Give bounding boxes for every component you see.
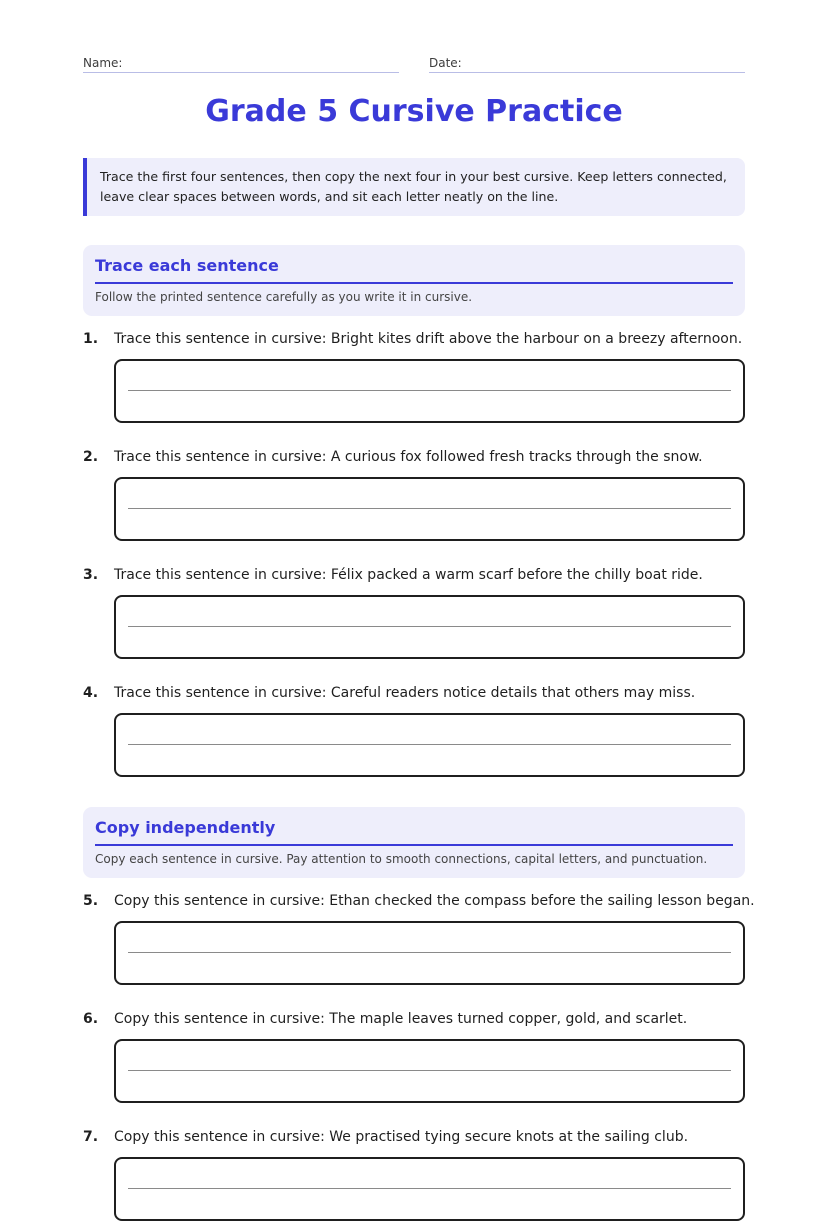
item-number: 6. (83, 1011, 99, 1027)
date-field[interactable] (429, 52, 745, 73)
writing-box[interactable] (114, 595, 745, 659)
item-number: 2. (83, 449, 99, 465)
header-fields (83, 52, 745, 73)
writing-box[interactable] (114, 1039, 745, 1103)
section-title: Trace each sentence (95, 256, 279, 275)
item-number: 1. (83, 331, 99, 347)
item-prompt: Trace this sentence in cursive: Félix packed a warm scarf before the chilly boat ride. (114, 567, 703, 583)
item-prompt: Trace this sentence in cursive: Bright kites drift above the harbour on a breezy afternoon. (114, 331, 743, 347)
guide-line (128, 1070, 731, 1071)
date-label: Date: (429, 56, 462, 70)
section-divider (95, 282, 733, 284)
section-copy-header (83, 807, 745, 878)
item-prompt: Copy this sentence in cursive: Ethan checked the compass before the sailing lesson began. (114, 893, 755, 909)
writing-box[interactable] (114, 359, 745, 423)
guide-line (128, 508, 731, 509)
section-description: Copy each sentence in cursive. Pay attention to smooth connections, capital letters, and punctuation. (95, 852, 708, 866)
item-number: 7. (83, 1129, 99, 1145)
guide-line (128, 744, 731, 745)
name-field[interactable] (83, 52, 399, 73)
item-prompt: Copy this sentence in cursive: We practised tying secure knots at the sailing club. (114, 1129, 689, 1145)
item-number: 3. (83, 567, 99, 583)
page-title: Grade 5 Cursive Practice (205, 94, 623, 129)
name-label: Name: (83, 56, 123, 70)
section-divider (95, 844, 733, 846)
guide-line (128, 952, 731, 953)
item-prompt: Copy this sentence in cursive: The maple leaves turned copper, gold, and scarlet. (114, 1011, 688, 1027)
guide-line (128, 626, 731, 627)
writing-box[interactable] (114, 477, 745, 541)
writing-box[interactable] (114, 921, 745, 985)
guide-line (128, 390, 731, 391)
instructions-box: Trace the first four sentences, then copy the next four in your best cursive. Keep letters connected, leave clear spaces between words, and sit each letter neatly on the line. (83, 158, 745, 216)
section-description: Follow the printed sentence carefully as you write it in cursive. (95, 290, 473, 304)
item-prompt: Trace this sentence in cursive: Careful readers notice details that others may miss. (114, 685, 696, 701)
section-trace-header (83, 245, 745, 316)
writing-box[interactable] (114, 713, 745, 777)
item-prompt: Trace this sentence in cursive: A curious fox followed fresh tracks through the snow. (114, 449, 703, 465)
writing-box[interactable] (114, 1157, 745, 1221)
item-number: 5. (83, 893, 99, 909)
section-title: Copy independently (95, 818, 276, 837)
item-number: 4. (83, 685, 99, 701)
guide-line (128, 1188, 731, 1189)
